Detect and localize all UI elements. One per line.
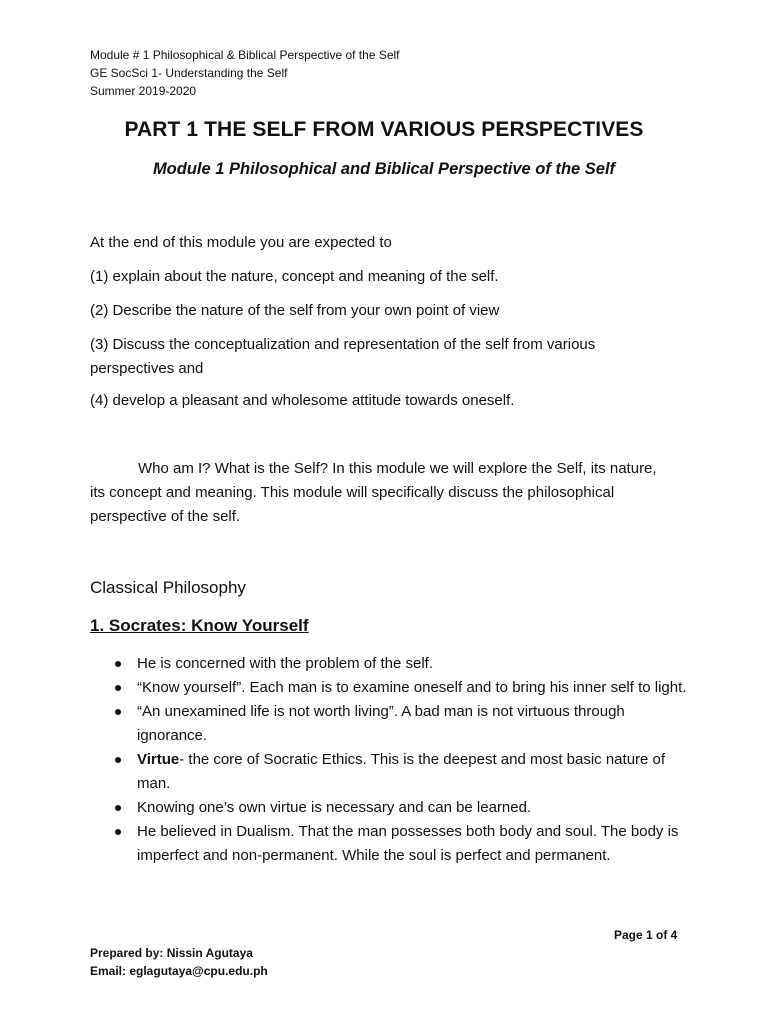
bullet-text: - the core of Socratic Ethics. This is the deepest and most basic nature of man. [137,751,666,792]
header-module-line: Module # 1 Philosophical & Biblical Perspective of the Self [90,48,400,62]
page-number: Page 1 of 4 [614,928,678,942]
bullet-text: “An unexamined life is not worth living”. A bad man is not virtuous through ignorance. [137,703,625,744]
list-item [90,820,690,868]
objective-item: (4) develop a pleasant and wholesome attitude towards oneself. [90,392,515,409]
document-header [90,46,400,100]
part-title: PART 1 THE SELF FROM VARIOUS PERSPECTIVES [124,118,644,141]
footer-credits [90,944,268,980]
list-item [90,676,690,700]
bullet-icon [115,805,121,811]
bullet-icon [115,685,121,691]
author-email: Email: eglagutaya@cpu.edu.ph [90,964,268,978]
bullet-icon [115,661,121,667]
section-heading: Classical Philosophy [90,578,246,597]
objective-item: (1) explain about the nature, concept and meaning of the self. [90,268,499,285]
header-course-line: GE SocSci 1- Understanding the Self [90,66,288,80]
bullet-text: Knowing one’s own virtue is necessary and can be learned. [137,799,532,816]
objective-item: (3) Discuss the conceptualization and representation of the self from various perspectives and [90,336,596,377]
list-item [90,748,690,796]
intro-paragraph-block [90,457,670,529]
list-item [90,652,690,676]
subsection-heading: 1. Socrates: Know Yourself [90,616,309,635]
objectives-intro: At the end of this module you are expected to [90,234,392,251]
module-title: Module 1 Philosophical and Biblical Perspective of the Self [152,160,616,178]
header-term-line: Summer 2019-2020 [90,84,197,98]
bullet-icon [115,757,121,763]
bullet-icon [115,829,121,835]
list-item [90,796,690,820]
bullet-text: “Know yourself”. Each man is to examine oneself and to bring his inner self to light. [137,679,687,696]
objective-item: (2) Describe the nature of the self from your own point of view [90,302,500,319]
list-item [90,700,690,748]
prepared-by: Prepared by: Nissin Agutaya [90,946,253,960]
intro-paragraph: Who am I? What is the Self? In this module we will explore the Self, its nature, its concept and meaning. This module will specifically discuss the philosophical perspective of the self. [90,460,657,525]
bullet-bold-term: Virtue [137,751,180,768]
bullet-list [90,652,690,868]
bullet-text: He is concerned with the problem of the self. [137,655,433,672]
bullet-icon [115,709,121,715]
bullet-text: He believed in Dualism. That the man possesses both body and soul. The body is imperfect and non-permanent. While the soul is perfect and permanent. [137,823,679,864]
objectives-block [90,231,670,423]
